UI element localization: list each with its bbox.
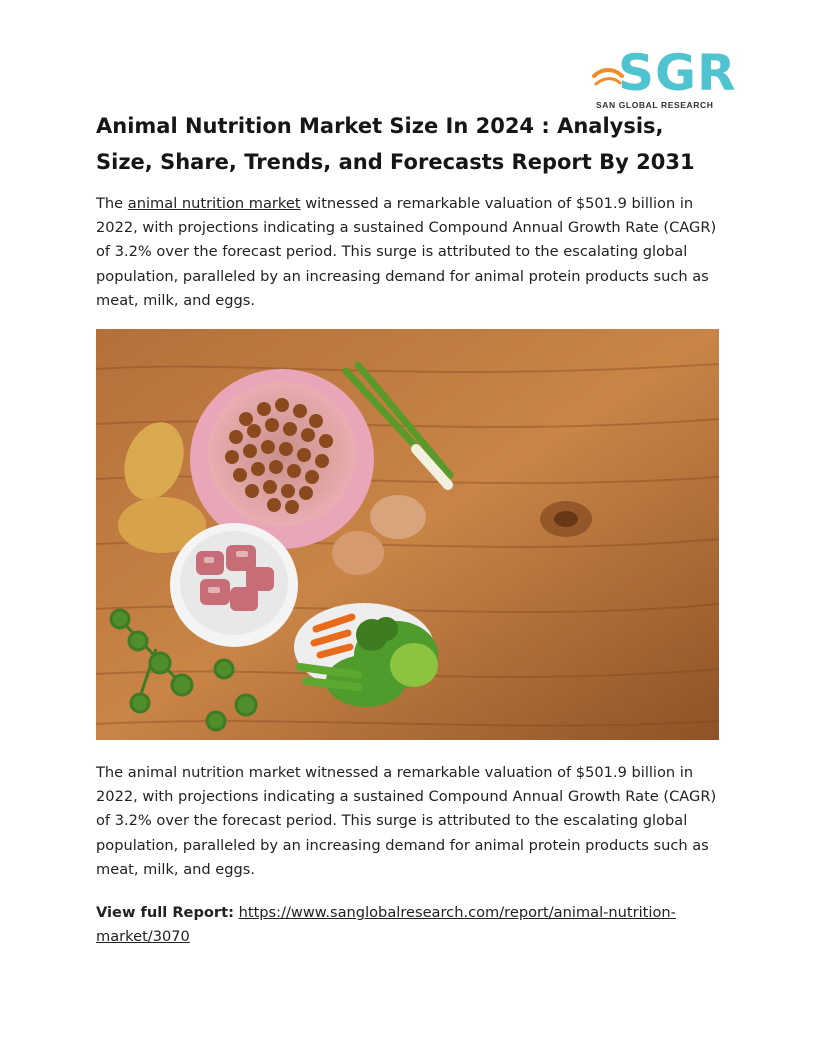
- intro-paragraph: [96, 192, 726, 313]
- logo-tagline: SAN GLOBAL RESEARCH: [596, 100, 714, 110]
- intro-lead: The: [96, 195, 128, 212]
- body-paragraph: The animal nutrition market witnessed a remarkable valuation of $501.9 billion in 2022, with projections indicating a sustained Compound Annual Growth Rate (CAGR) of 3.2% over the forecast period. This surge is attributed to the escalating global population, paralleled by an increasing demand for animal protein products such as meat, milk, and eggs.: [96, 764, 717, 878]
- document-title: Animal Nutrition Market Size In 2024 : Analysis, Size, Share, Trends, and Forecasts Report By 2031: [96, 114, 695, 174]
- report-url-link[interactable]: https://www.sanglobalresearch.com/report/animal-nutrition-market/3070: [96, 904, 676, 946]
- view-report-label: View full Report:: [96, 904, 234, 921]
- sgr-logo: [592, 44, 737, 112]
- view-report-line: [96, 901, 726, 949]
- intro-rest: witnessed a remarkable valuation of $501.9 billion in 2022, with projections indicating a sustained Compound Annual Growth Rate (CAGR) of 3.2% over the forecast period. This surge is attributed to the escalating global population, paralleled by an increasing demand for animal protein products such as meat, milk, and eggs.: [96, 195, 717, 309]
- animal-nutrition-market-link[interactable]: animal nutrition market: [127, 195, 301, 212]
- logo-letters: SGR: [618, 44, 737, 102]
- kibble-bowl-icon: [190, 369, 374, 549]
- pet-food-illustration: [96, 329, 719, 740]
- meat-bowl-icon: [170, 523, 298, 647]
- food-photo: [96, 329, 719, 740]
